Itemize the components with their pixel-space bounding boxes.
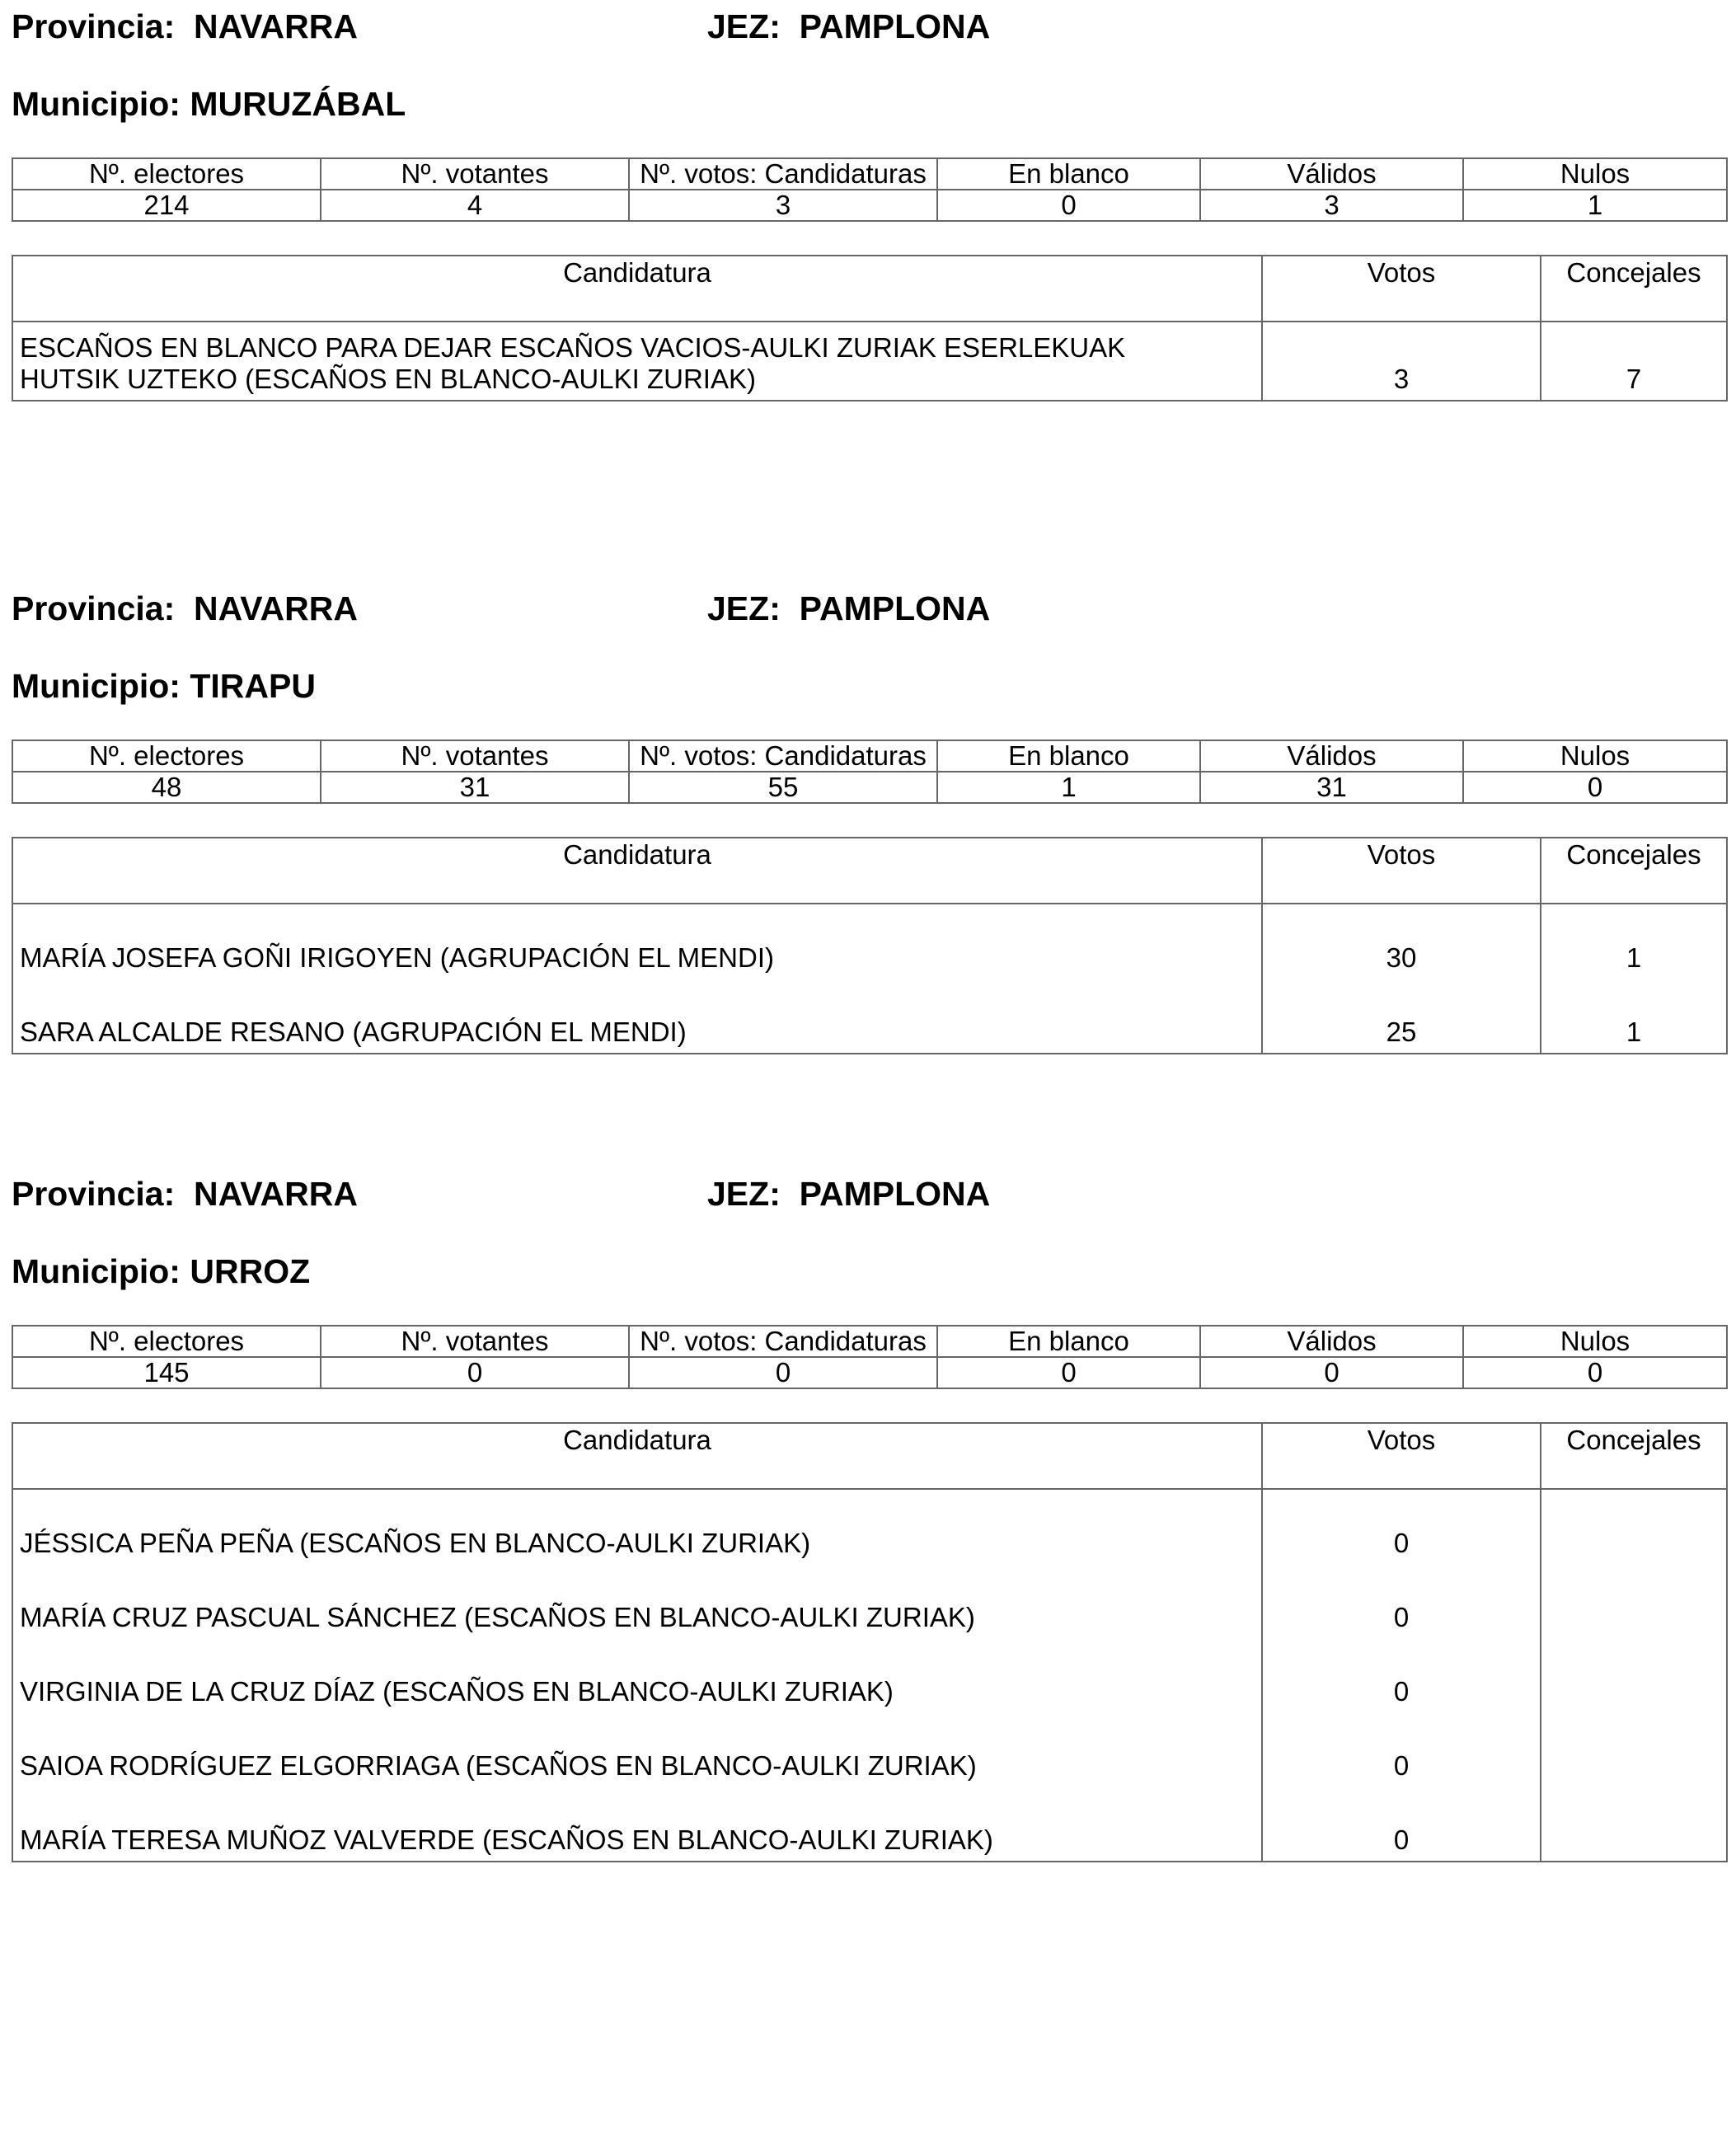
stats-value-cell: 145 [12,1357,321,1388]
municipio-value: TIRAPU [190,667,316,705]
candidate-row [12,1489,1727,1564]
candidate-name: SARA ALCALDE RESANO (AGRUPACIÓN EL MENDI) [12,979,1262,1054]
candidate-votos: 0 [1262,1787,1541,1862]
stats-table [12,740,1728,804]
candidates-header-cell: Concejales [1541,838,1727,904]
candidate-concejales [1541,1787,1727,1862]
stats-header-cell: En blanco [937,158,1200,190]
stats-value-cell: 1 [937,772,1200,803]
candidate-name: MARÍA JOSEFA GOÑI IRIGOYEN (AGRUPACIÓN EL MENDI) [12,904,1262,979]
candidates-table [12,255,1728,401]
candidates-header-cell: Votos [1262,1423,1541,1489]
stats-value-cell: 0 [321,1357,629,1388]
jez-heading [707,589,990,628]
stats-header-cell: Nº. votos: Candidaturas [629,1326,937,1357]
provincia-label: Provincia: [12,1175,176,1213]
stats-header-cell: Nº. electores [12,740,321,772]
stats-value-cell: 3 [1200,190,1463,221]
stats-value-cell: 214 [12,190,321,221]
candidates-header-cell: Votos [1262,256,1541,322]
municipio-value: URROZ [190,1252,311,1290]
candidate-votos: 0 [1262,1638,1541,1712]
candidate-votos: 25 [1262,979,1541,1054]
stats-value-cell: 48 [12,772,321,803]
stats-value-cell: 31 [1200,772,1463,803]
stats-header-cell: En blanco [937,1326,1200,1357]
provincia-value: NAVARRA [194,589,358,627]
candidate-votos: 0 [1262,1564,1541,1638]
candidate-name: MARÍA TERESA MUÑOZ VALVERDE (ESCAÑOS EN BLANCO-AULKI ZURIAK) [12,1787,1262,1862]
jez-value: PAMPLONA [799,1175,991,1213]
candidate-row [12,1712,1727,1787]
candidate-row [12,1787,1727,1862]
stats-value-cell: 4 [321,190,629,221]
candidate-concejales [1541,1564,1727,1638]
jez-label: JEZ: [707,1175,781,1213]
candidates-table [12,837,1728,1054]
candidate-name: JÉSSICA PEÑA PEÑA (ESCAÑOS EN BLANCO-AULKI ZURIAK) [12,1489,1262,1564]
jez-heading [707,7,990,46]
stats-value-row [12,772,1727,803]
candidates-header-cell: Concejales [1541,256,1727,322]
candidate-name: SAIOA RODRÍGUEZ ELGORRIAGA (ESCAÑOS EN BLANCO-AULKI ZURIAK) [12,1712,1262,1787]
provincia-heading [12,7,358,46]
stats-header-cell: Nº. electores [12,158,321,190]
candidate-row [12,1564,1727,1638]
stats-value-cell: 0 [629,1357,937,1388]
candidate-votos: 0 [1262,1712,1541,1787]
provincia-value: NAVARRA [194,1175,358,1213]
candidates-header-cell: Candidatura [12,1423,1262,1489]
stats-header-cell: Válidos [1200,1326,1463,1357]
municipio-label: Municipio: [12,85,181,123]
stats-value-cell: 0 [1463,772,1727,803]
candidate-row [12,322,1727,401]
jez-value: PAMPLONA [799,7,991,45]
municipio-label: Municipio: [12,667,181,705]
candidates-table [12,1422,1728,1862]
candidate-name: VIRGINIA DE LA CRUZ DÍAZ (ESCAÑOS EN BLANCO-AULKI ZURIAK) [12,1638,1262,1712]
stats-value-cell: 0 [937,190,1200,221]
stats-header-cell: Nº. votantes [321,740,629,772]
provincia-heading [12,1174,358,1214]
candidate-concejales: 1 [1541,979,1727,1054]
candidates-header-cell: Concejales [1541,1423,1727,1489]
jez-label: JEZ: [707,7,781,45]
candidates-header-cell: Candidatura [12,256,1262,322]
municipio-heading [12,666,316,706]
stats-header-cell: Nº. electores [12,1326,321,1357]
stats-value-row [12,1357,1727,1388]
municipio-label: Municipio: [12,1252,181,1290]
candidate-concejales [1541,1712,1727,1787]
candidates-header-cell: Candidatura [12,838,1262,904]
candidate-name: MARÍA CRUZ PASCUAL SÁNCHEZ (ESCAÑOS EN BLANCO-AULKI ZURIAK) [12,1564,1262,1638]
stats-value-cell: 3 [629,190,937,221]
municipio-value: MURUZÁBAL [190,85,406,123]
stats-header-row [12,740,1727,772]
provincia-value: NAVARRA [194,7,358,45]
stats-header-cell: Nulos [1463,158,1727,190]
candidate-votos: 0 [1262,1489,1541,1564]
stats-header-cell: Nº. votantes [321,158,629,190]
jez-heading [707,1174,990,1214]
candidates-header-row [12,838,1727,904]
stats-table [12,1325,1728,1389]
candidate-concejales [1541,1489,1727,1564]
stats-value-cell: 0 [1463,1357,1727,1388]
candidate-votos: 3 [1262,322,1541,401]
stats-table [12,157,1728,222]
stats-value-cell: 31 [321,772,629,803]
municipio-heading [12,1251,310,1291]
jez-label: JEZ: [707,589,781,627]
stats-header-cell: Nº. votantes [321,1326,629,1357]
stats-header-row [12,158,1727,190]
stats-header-cell: Nº. votos: Candidaturas [629,740,937,772]
stats-header-row [12,1326,1727,1357]
candidate-row [12,979,1727,1054]
stats-header-cell: Válidos [1200,158,1463,190]
provincia-label: Provincia: [12,7,176,45]
candidate-concejales: 7 [1541,322,1727,401]
jez-value: PAMPLONA [799,589,991,627]
candidates-header-cell: Votos [1262,838,1541,904]
stats-value-cell: 0 [937,1357,1200,1388]
stats-header-cell: En blanco [937,740,1200,772]
stats-header-cell: Nº. votos: Candidaturas [629,158,937,190]
municipio-heading [12,84,406,124]
stats-value-cell: 55 [629,772,937,803]
candidate-concejales: 1 [1541,904,1727,979]
candidates-header-row [12,1423,1727,1489]
stats-header-cell: Nulos [1463,1326,1727,1357]
candidates-header-row [12,256,1727,322]
candidate-row [12,1638,1727,1712]
stats-value-row [12,190,1727,221]
stats-value-cell: 0 [1200,1357,1463,1388]
candidate-name: ESCAÑOS EN BLANCO PARA DEJAR ESCAÑOS VACIOS-AULKI ZURIAK ESERLEKUAK HUTSIK UZTEKO (ESCAÑOS EN BLANCO-AULKI ZURIAK) [12,322,1262,401]
candidate-concejales [1541,1638,1727,1712]
candidate-votos: 30 [1262,904,1541,979]
stats-header-cell: Nulos [1463,740,1727,772]
provincia-label: Provincia: [12,589,176,627]
stats-header-cell: Válidos [1200,740,1463,772]
stats-value-cell: 1 [1463,190,1727,221]
candidate-row [12,904,1727,979]
provincia-heading [12,589,358,628]
